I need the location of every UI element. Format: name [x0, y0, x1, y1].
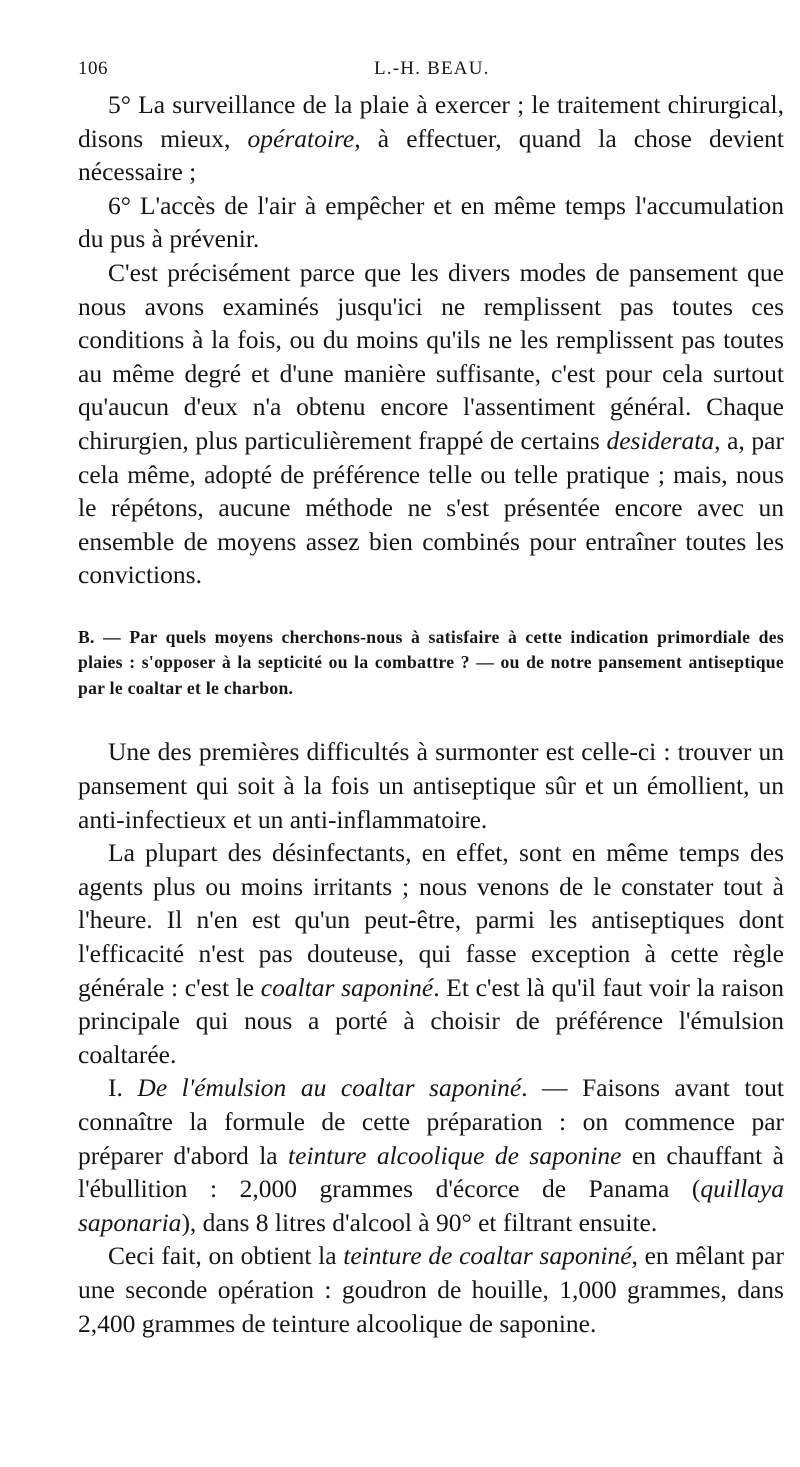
page-number: 106: [78, 58, 108, 79]
text-run: , à effectuer, quand la chose devient nécessaire ;: [78, 123, 784, 187]
paragraphs_bottom-paragraph: [78, 1071, 784, 1239]
text-run: , a, par cela même, adopté de préférence telle ou telle pratique ; mais, nous le répétons, aucune méthode ne s'est présentée encore avec un ensemble de moyens assez bien combinés pour entraîner toutes les convictions.: [78, 425, 784, 590]
running-head: [78, 58, 784, 88]
paragraphs_top-paragraph: [78, 189, 784, 256]
text-run: C'est précisément parce que les divers modes de pansement que nous avons examinés jusqu'ici ne remplissent pas toutes ces conditions à la fois, ou du moins qu'ils ne les remplissent pas toutes au même degré et d'une manière suffisante, c'est pour cela surtout qu'aucun d'eux n'a obtenu encore l'assentiment général. Chaque chirurgien, plus particulièrement frappé de certains: [78, 257, 784, 455]
text-run: La plupart des désinfectants, en effet, sont en même temps des agents plus ou moins irritants ; nous venons de le constater tout à l'heure. Il n'en est qu'un peut-être, parmi les antiseptiques dont l'efficacité n'est pas douteuse, qui fasse exception à cette règle générale : c'est le: [78, 838, 784, 1002]
running-title: L.-H. BEAU.: [374, 58, 490, 79]
text-run: , en mêlant par une seconde opération : goudron de houille, 1,000 grammes, dans 2,400 grammes de teinture alcoolique de saponine.: [78, 1241, 784, 1338]
paragraphs_bottom-paragraph: [78, 836, 784, 1071]
section-heading: B. — Par quels moyens cherchons-nous à satisfaire à cette indication primordiale des plaies : s'opposer à la septicité ou la combattre ? — ou de notre pansement antiseptique par le coaltar et le charbon.: [78, 626, 784, 698]
text-run: 6° L'accès de l'air à empêcher et en même temps l'accumulation du pus à prévenir.: [78, 190, 784, 254]
book-page: [78, 58, 784, 1340]
text-run: 5° La surveillance de la plaie à exercer ; le traitement chirurgical, disons mieux,: [78, 90, 784, 153]
italic-run: opératoire: [247, 123, 355, 153]
italic-run: desiderata: [606, 425, 715, 455]
italic-run: teinture alcoolique de saponine: [288, 1140, 622, 1170]
text-run: Une des premières difficultés à surmonter est celle-ci : trouver un pansement qui soit à la fois un antiseptique sûr et un émollient, un anti-infectieux et un anti-inflammatoire.: [78, 737, 784, 834]
text-run: . Et c'est là qu'il faut voir la raison principale qui nous a porté à choisir de préférence l'émulsion coaltarée.: [78, 972, 784, 1069]
text-run: . — Faisons avant tout connaître la formule de cette préparation : on commence par préparer d'abord la: [78, 1073, 784, 1170]
paragraphs_top-paragraph: [78, 88, 784, 189]
italic-run: teinture de coaltar saponiné: [343, 1241, 632, 1271]
paragraphs_bottom-paragraph: [78, 1239, 784, 1340]
paragraphs_bottom-paragraph: [78, 735, 784, 836]
text-run: ), dans 8 litres d'alcool à 90° et filtrant ensuite.: [181, 1207, 658, 1237]
text-run: en chauffant à l'ébullition : 2,000 grammes d'écorce de Panama (: [78, 1140, 784, 1204]
text-run: I.: [108, 1073, 138, 1103]
body-text-top: [78, 88, 784, 592]
paragraphs_top-paragraph: [78, 256, 784, 592]
italic-run: quillaya saponaria: [78, 1174, 784, 1237]
italic-run: coaltar saponiné: [260, 972, 434, 1002]
body-text-bottom: [78, 735, 784, 1340]
italic-run: De l'émulsion au coaltar saponiné: [137, 1073, 522, 1103]
text-run: Ceci fait, on obtient la: [108, 1241, 344, 1271]
